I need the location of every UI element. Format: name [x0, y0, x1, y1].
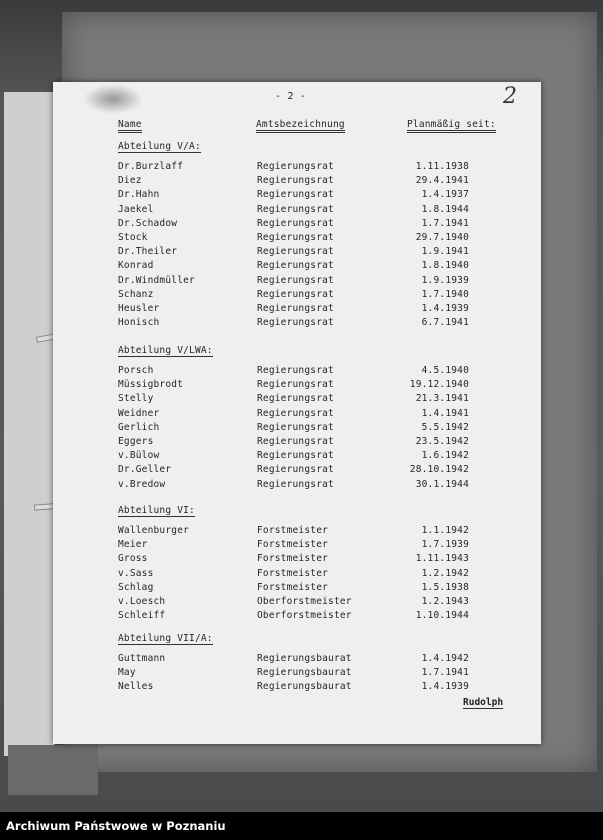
row-title: Forstmeister [257, 567, 329, 579]
row-date: 1.4.1941 [421, 407, 469, 419]
row-name: Porsch [118, 365, 154, 376]
row-name: Guttmann [118, 653, 166, 664]
row-name: Stelly [118, 393, 154, 405]
row-name: v.Loesch [118, 596, 166, 607]
section-heading: Abteilung VII/A: [118, 633, 213, 644]
row-name: Nelles [118, 681, 154, 693]
row-title: Regierungsrat [257, 450, 334, 462]
row-name: Dr.Schadow [118, 217, 178, 229]
row-date: 1.2.1942 [421, 567, 469, 579]
row-title: Regierungsrat [257, 175, 334, 187]
row-date: 28.10.1942 [409, 464, 469, 476]
row-name: Weidner [118, 407, 160, 419]
row-date: 5.5.1942 [421, 421, 469, 433]
row-name: Gross [118, 553, 148, 565]
row-date: 23.5.1942 [415, 436, 469, 447]
row-title: Regierungsrat [257, 393, 334, 405]
row-title: Forstmeister [257, 525, 329, 536]
row-title: Regierungsrat [257, 317, 334, 329]
row-title: Regierungsrat [257, 407, 334, 419]
row-title: Regierungsrat [257, 379, 334, 391]
row-name: Müssigbrodt [118, 379, 184, 391]
row-title: Regierungsrat [257, 421, 334, 433]
row-title: Regierungsrat [257, 246, 334, 258]
row-title: Oberforstmeister [257, 610, 352, 622]
folder-edge [4, 92, 55, 756]
row-date: 4.5.1940 [421, 365, 469, 376]
row-date: 21.3.1941 [415, 393, 469, 405]
archive-footer [0, 812, 603, 840]
row-name: Jaekel [118, 203, 154, 215]
row-title: Oberforstmeister [257, 596, 352, 607]
row-date: 1.7.1940 [421, 288, 469, 300]
binder-bar [8, 745, 98, 795]
row-title: Regierungsrat [257, 464, 334, 476]
row-date: 6.7.1941 [421, 317, 469, 329]
row-title: Regierungsrat [257, 303, 334, 314]
row-date: 1.4.1939 [421, 303, 469, 314]
row-title: Regierungsrat [257, 288, 334, 300]
row-name: Gerlich [118, 421, 160, 433]
row-date: 1.2.1943 [421, 596, 469, 607]
row-date: 1.1.1942 [421, 525, 469, 536]
header-name: Name [118, 119, 142, 133]
row-date: 1.4.1939 [421, 681, 469, 693]
row-title: Regierungsbaurat [257, 667, 352, 679]
row-title: Regierungsrat [257, 260, 334, 272]
row-title: Regierungsrat [257, 203, 334, 215]
row-name: v.Bredow [118, 478, 166, 490]
section-heading: Abteilung V/A: [118, 141, 201, 152]
row-date: 1.4.1942 [421, 653, 469, 664]
archive-name: Archiwum Państwowe w Poznaniu [6, 819, 226, 833]
row-name: Dr.Theiler [118, 246, 178, 258]
handwritten-page-number: 2 [503, 84, 517, 109]
row-title: Regierungsrat [257, 189, 334, 201]
header-title: Amtsbezeichnung [256, 119, 345, 133]
row-date: 29.4.1941 [415, 175, 469, 187]
row-date: 1.8.1940 [421, 260, 469, 272]
row-name: Diez [118, 175, 142, 187]
row-title: Forstmeister [257, 553, 329, 565]
row-date: 19.12.1940 [409, 379, 469, 391]
section-heading: Abteilung V/LWA: [118, 345, 213, 356]
row-date: 1.7.1941 [421, 667, 469, 679]
row-name: Schanz [118, 288, 154, 300]
row-name: v.Sass [118, 567, 154, 579]
row-date: 1.11.1938 [415, 161, 469, 172]
row-date: 1.9.1941 [421, 246, 469, 258]
row-date: 29.7.1940 [415, 232, 469, 243]
row-name: Schleiff [118, 610, 166, 622]
row-date: 1.7.1941 [421, 217, 469, 229]
signature: Rudolph [463, 697, 504, 708]
header-since: Planmäßig seit: [407, 119, 496, 133]
row-title: Regierungsrat [257, 436, 334, 447]
row-title: Regierungsrat [257, 274, 334, 286]
row-title: Forstmeister [257, 581, 329, 593]
row-name: Konrad [118, 260, 154, 272]
row-date: 1.5.1938 [421, 581, 469, 593]
row-name: Heusler [118, 303, 160, 314]
row-name: Dr.Hahn [118, 189, 160, 201]
document-page [53, 82, 541, 744]
row-title: Regierungsrat [257, 232, 334, 243]
row-date: 30.1.1944 [415, 478, 469, 490]
row-name: Dr.Geller [118, 464, 172, 476]
row-title: Regierungsbaurat [257, 653, 352, 664]
row-name: May [118, 667, 136, 679]
row-name: Schlag [118, 581, 154, 593]
row-date: 1.10.1944 [415, 610, 469, 622]
row-name: Honisch [118, 317, 160, 329]
row-date: 1.11.1943 [415, 553, 469, 565]
row-title: Regierungsbaurat [257, 681, 352, 693]
row-title: Regierungsrat [257, 217, 334, 229]
row-name: Eggers [118, 436, 154, 447]
row-name: Dr.Windmüller [118, 274, 195, 286]
section-heading: Abteilung VI: [118, 505, 195, 516]
row-name: v.Bülow [118, 450, 160, 462]
page-number: - 2 - [275, 91, 307, 102]
row-name: Dr.Burzlaff [118, 161, 184, 172]
row-name: Wallenburger [118, 525, 190, 536]
row-name: Meier [118, 539, 148, 551]
row-title: Regierungsrat [257, 478, 334, 490]
row-date: 1.7.1939 [421, 539, 469, 551]
row-name: Stock [118, 232, 148, 243]
row-date: 1.8.1944 [421, 203, 469, 215]
row-date: 1.9.1939 [421, 274, 469, 286]
row-title: Forstmeister [257, 539, 329, 551]
row-date: 1.6.1942 [421, 450, 469, 462]
row-title: Regierungsrat [257, 365, 334, 376]
row-title: Regierungsrat [257, 161, 334, 172]
row-date: 1.4.1937 [421, 189, 469, 201]
